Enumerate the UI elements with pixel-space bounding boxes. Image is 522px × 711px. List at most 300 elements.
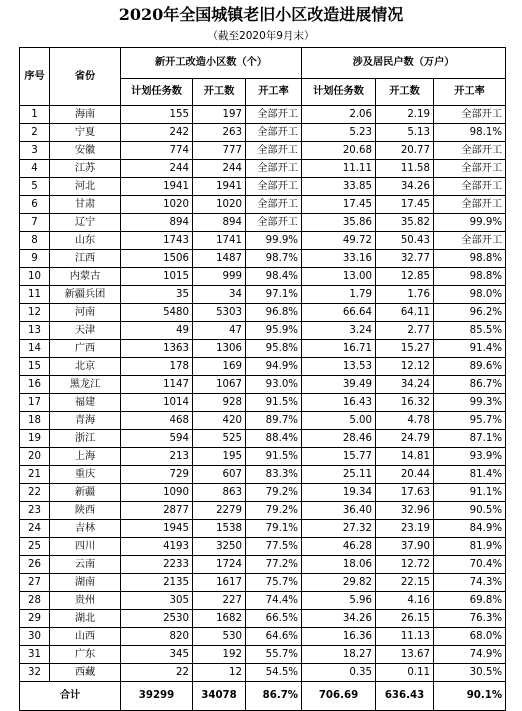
row-planned-households: 28.46 xyxy=(302,430,376,448)
row-seq: 15 xyxy=(20,358,50,376)
row-seq: 32 xyxy=(20,664,50,682)
header-rate-households: 开工率 xyxy=(434,79,506,106)
row-seq: 2 xyxy=(20,124,50,142)
row-started-households: 34.24 xyxy=(376,376,434,394)
row-rate-communities: 98.7% xyxy=(246,250,302,268)
row-province: 安徽 xyxy=(50,142,121,160)
header-group-households: 涉及居民户数（万户） xyxy=(302,48,506,79)
row-planned-communities: 2233 xyxy=(121,556,193,574)
row-seq: 5 xyxy=(20,178,50,196)
row-rate-households: 90.5% xyxy=(434,502,506,520)
row-rate-communities: 93.0% xyxy=(246,376,302,394)
row-rate-communities: 83.3% xyxy=(246,466,302,484)
header-rate-communities: 开工率 xyxy=(246,79,302,106)
row-started-communities: 1020 xyxy=(193,196,246,214)
row-planned-communities: 2877 xyxy=(121,502,193,520)
row-province: 山东 xyxy=(50,232,121,250)
row-planned-communities: 1743 xyxy=(121,232,193,250)
row-planned-households: 35.86 xyxy=(302,214,376,232)
row-planned-households: 16.36 xyxy=(302,628,376,646)
row-started-communities: 1941 xyxy=(193,178,246,196)
row-planned-households: 36.40 xyxy=(302,502,376,520)
row-started-households: 12.85 xyxy=(376,268,434,286)
row-province: 贵州 xyxy=(50,592,121,610)
row-started-communities: 12 xyxy=(193,664,246,682)
row-planned-households: 5.00 xyxy=(302,412,376,430)
table-row xyxy=(20,394,506,412)
header-started-households: 开工数 xyxy=(376,79,434,106)
row-rate-households: 74.9% xyxy=(434,646,506,664)
row-province: 河北 xyxy=(50,178,121,196)
page-title: 2020年全国城镇老旧小区改造进展情况 xyxy=(118,5,404,24)
row-started-households: 2.77 xyxy=(376,322,434,340)
row-province: 重庆 xyxy=(50,466,121,484)
row-rate-communities: 99.9% xyxy=(246,232,302,250)
row-seq: 10 xyxy=(20,268,50,286)
row-rate-households: 84.9% xyxy=(434,520,506,538)
row-started-communities: 1306 xyxy=(193,340,246,358)
row-rate-households: 93.9% xyxy=(434,448,506,466)
row-started-households: 14.81 xyxy=(376,448,434,466)
row-planned-communities: 213 xyxy=(121,448,193,466)
row-started-households: 64.11 xyxy=(376,304,434,322)
row-started-households: 16.32 xyxy=(376,394,434,412)
row-seq: 28 xyxy=(20,592,50,610)
row-planned-households: 1.79 xyxy=(302,286,376,304)
row-rate-households: 81.9% xyxy=(434,538,506,556)
row-planned-households: 16.71 xyxy=(302,340,376,358)
row-seq: 11 xyxy=(20,286,50,304)
row-rate-communities: 55.7% xyxy=(246,646,302,664)
row-started-communities: 1538 xyxy=(193,520,246,538)
row-started-communities: 928 xyxy=(193,394,246,412)
row-rate-households: 96.2% xyxy=(434,304,506,322)
table-row xyxy=(20,484,506,502)
row-seq: 7 xyxy=(20,214,50,232)
row-rate-households: 91.4% xyxy=(434,340,506,358)
row-planned-households: 16.43 xyxy=(302,394,376,412)
row-seq: 25 xyxy=(20,538,50,556)
table-row xyxy=(20,358,506,376)
row-planned-households: 20.68 xyxy=(302,142,376,160)
row-seq: 4 xyxy=(20,160,50,178)
row-planned-communities: 594 xyxy=(121,430,193,448)
row-province: 山西 xyxy=(50,628,121,646)
row-started-communities: 169 xyxy=(193,358,246,376)
row-rate-households: 89.6% xyxy=(434,358,506,376)
row-started-communities: 197 xyxy=(193,106,246,124)
total-rate-households: 90.1% xyxy=(434,682,506,711)
row-started-households: 20.77 xyxy=(376,142,434,160)
row-planned-communities: 1363 xyxy=(121,340,193,358)
row-planned-households: 33.85 xyxy=(302,178,376,196)
row-rate-communities: 77.5% xyxy=(246,538,302,556)
row-planned-households: 13.53 xyxy=(302,358,376,376)
row-started-communities: 192 xyxy=(193,646,246,664)
row-started-households: 23.19 xyxy=(376,520,434,538)
table-row xyxy=(20,610,506,628)
row-started-households: 4.16 xyxy=(376,592,434,610)
row-seq: 26 xyxy=(20,556,50,574)
row-started-households: 17.63 xyxy=(376,484,434,502)
row-seq: 1 xyxy=(20,106,50,124)
row-planned-communities: 894 xyxy=(121,214,193,232)
row-planned-communities: 468 xyxy=(121,412,193,430)
row-planned-communities: 1015 xyxy=(121,268,193,286)
row-rate-communities: 95.9% xyxy=(246,322,302,340)
row-started-households: 5.13 xyxy=(376,124,434,142)
row-province: 湖南 xyxy=(50,574,121,592)
row-planned-households: 25.11 xyxy=(302,466,376,484)
row-planned-households: 5.23 xyxy=(302,124,376,142)
row-rate-communities: 79.2% xyxy=(246,484,302,502)
table-body xyxy=(20,106,506,682)
row-province: 黑龙江 xyxy=(50,376,121,394)
row-started-households: 37.90 xyxy=(376,538,434,556)
total-planned-households: 706.69 xyxy=(302,682,376,711)
row-rate-households: 全部开工 xyxy=(434,178,506,196)
row-rate-communities: 全部开工 xyxy=(246,214,302,232)
row-planned-communities: 1014 xyxy=(121,394,193,412)
row-rate-communities: 98.4% xyxy=(246,268,302,286)
row-planned-communities: 729 xyxy=(121,466,193,484)
row-planned-communities: 242 xyxy=(121,124,193,142)
row-planned-communities: 49 xyxy=(121,322,193,340)
row-rate-households: 68.0% xyxy=(434,628,506,646)
progress-table xyxy=(19,47,506,711)
row-seq: 14 xyxy=(20,340,50,358)
row-rate-communities: 全部开工 xyxy=(246,124,302,142)
row-planned-communities: 1945 xyxy=(121,520,193,538)
row-started-communities: 777 xyxy=(193,142,246,160)
row-province: 吉林 xyxy=(50,520,121,538)
table-row xyxy=(20,142,506,160)
row-rate-households: 全部开工 xyxy=(434,232,506,250)
table-row xyxy=(20,430,506,448)
row-rate-households: 85.5% xyxy=(434,322,506,340)
row-started-households: 1.76 xyxy=(376,286,434,304)
row-started-households: 12.72 xyxy=(376,556,434,574)
row-province: 辽宁 xyxy=(50,214,121,232)
row-planned-communities: 774 xyxy=(121,142,193,160)
header-group-communities: 新开工改造小区数（个） xyxy=(121,48,302,79)
row-province: 广西 xyxy=(50,340,121,358)
table-row xyxy=(20,664,506,682)
row-seq: 22 xyxy=(20,484,50,502)
table-row xyxy=(20,124,506,142)
row-rate-communities: 54.5% xyxy=(246,664,302,682)
row-started-households: 2.19 xyxy=(376,106,434,124)
row-province: 内蒙古 xyxy=(50,268,121,286)
row-started-communities: 999 xyxy=(193,268,246,286)
row-seq: 8 xyxy=(20,232,50,250)
row-seq: 17 xyxy=(20,394,50,412)
table-row xyxy=(20,574,506,592)
table-row xyxy=(20,106,506,124)
row-started-households: 12.12 xyxy=(376,358,434,376)
row-seq: 21 xyxy=(20,466,50,484)
row-seq: 16 xyxy=(20,376,50,394)
row-planned-households: 66.64 xyxy=(302,304,376,322)
row-rate-communities: 91.5% xyxy=(246,394,302,412)
row-planned-communities: 22 xyxy=(121,664,193,682)
row-seq: 12 xyxy=(20,304,50,322)
table-row xyxy=(20,376,506,394)
row-started-households: 0.11 xyxy=(376,664,434,682)
row-rate-communities: 77.2% xyxy=(246,556,302,574)
table-row xyxy=(20,178,506,196)
row-started-communities: 530 xyxy=(193,628,246,646)
row-started-households: 34.26 xyxy=(376,178,434,196)
row-province: 四川 xyxy=(50,538,121,556)
row-rate-households: 98.8% xyxy=(434,268,506,286)
table-row xyxy=(20,646,506,664)
row-started-communities: 607 xyxy=(193,466,246,484)
row-started-communities: 863 xyxy=(193,484,246,502)
row-province: 上海 xyxy=(50,448,121,466)
row-planned-communities: 1090 xyxy=(121,484,193,502)
row-started-households: 50.43 xyxy=(376,232,434,250)
row-province: 湖北 xyxy=(50,610,121,628)
row-started-households: 26.15 xyxy=(376,610,434,628)
row-rate-households: 87.1% xyxy=(434,430,506,448)
row-rate-communities: 88.4% xyxy=(246,430,302,448)
table-row xyxy=(20,412,506,430)
row-seq: 23 xyxy=(20,502,50,520)
row-seq: 6 xyxy=(20,196,50,214)
table-row xyxy=(20,520,506,538)
row-province: 江西 xyxy=(50,250,121,268)
row-province: 陕西 xyxy=(50,502,121,520)
row-rate-households: 98.1% xyxy=(434,124,506,142)
row-rate-communities: 64.6% xyxy=(246,628,302,646)
row-province: 西藏 xyxy=(50,664,121,682)
row-started-households: 11.58 xyxy=(376,160,434,178)
row-rate-communities: 97.1% xyxy=(246,286,302,304)
row-province: 宁夏 xyxy=(50,124,121,142)
row-started-communities: 3250 xyxy=(193,538,246,556)
table-row xyxy=(20,304,506,322)
table-row xyxy=(20,466,506,484)
row-planned-communities: 1506 xyxy=(121,250,193,268)
row-started-households: 11.13 xyxy=(376,628,434,646)
total-started-communities: 34078 xyxy=(193,682,246,711)
row-planned-communities: 4193 xyxy=(121,538,193,556)
table-row xyxy=(20,502,506,520)
row-started-communities: 1067 xyxy=(193,376,246,394)
row-started-households: 15.27 xyxy=(376,340,434,358)
row-started-communities: 2279 xyxy=(193,502,246,520)
row-started-communities: 1724 xyxy=(193,556,246,574)
table-row xyxy=(20,250,506,268)
row-started-communities: 195 xyxy=(193,448,246,466)
table-row xyxy=(20,448,506,466)
row-planned-communities: 1147 xyxy=(121,376,193,394)
row-province: 浙江 xyxy=(50,430,121,448)
row-planned-households: 49.72 xyxy=(302,232,376,250)
row-started-communities: 1741 xyxy=(193,232,246,250)
row-province: 天津 xyxy=(50,322,121,340)
row-planned-communities: 35 xyxy=(121,286,193,304)
row-rate-households: 98.0% xyxy=(434,286,506,304)
row-seq: 29 xyxy=(20,610,50,628)
table-row xyxy=(20,628,506,646)
table-row xyxy=(20,268,506,286)
row-rate-households: 74.3% xyxy=(434,574,506,592)
row-province: 新疆兵团 xyxy=(50,286,121,304)
row-province: 广东 xyxy=(50,646,121,664)
row-province: 福建 xyxy=(50,394,121,412)
row-started-households: 13.67 xyxy=(376,646,434,664)
row-started-communities: 47 xyxy=(193,322,246,340)
row-province: 江苏 xyxy=(50,160,121,178)
row-planned-households: 0.35 xyxy=(302,664,376,682)
row-rate-households: 99.9% xyxy=(434,214,506,232)
row-rate-households: 99.3% xyxy=(434,394,506,412)
row-rate-households: 95.7% xyxy=(434,412,506,430)
row-rate-communities: 全部开工 xyxy=(246,142,302,160)
row-rate-households: 全部开工 xyxy=(434,196,506,214)
total-label: 合计 xyxy=(20,682,121,711)
header-planned-households: 计划任务数 xyxy=(302,79,376,106)
row-province: 甘肃 xyxy=(50,196,121,214)
header-province: 省份 xyxy=(50,48,121,106)
table-row xyxy=(20,160,506,178)
row-seq: 18 xyxy=(20,412,50,430)
row-rate-communities: 全部开工 xyxy=(246,106,302,124)
total-started-households: 636.43 xyxy=(376,682,434,711)
row-province: 云南 xyxy=(50,556,121,574)
row-province: 北京 xyxy=(50,358,121,376)
row-planned-households: 5.96 xyxy=(302,592,376,610)
row-started-communities: 894 xyxy=(193,214,246,232)
row-started-households: 20.44 xyxy=(376,466,434,484)
row-started-households: 4.78 xyxy=(376,412,434,430)
row-planned-communities: 2530 xyxy=(121,610,193,628)
row-seq: 27 xyxy=(20,574,50,592)
row-started-communities: 525 xyxy=(193,430,246,448)
row-rate-households: 98.8% xyxy=(434,250,506,268)
page-subtitle: （截至2020年9月末） xyxy=(207,30,315,42)
row-rate-households: 70.4% xyxy=(434,556,506,574)
row-planned-communities: 305 xyxy=(121,592,193,610)
table-row xyxy=(20,538,506,556)
row-rate-communities: 95.8% xyxy=(246,340,302,358)
table-row xyxy=(20,556,506,574)
table-row xyxy=(20,214,506,232)
row-rate-households: 86.7% xyxy=(434,376,506,394)
row-planned-households: 17.45 xyxy=(302,196,376,214)
row-planned-households: 18.27 xyxy=(302,646,376,664)
row-planned-households: 27.32 xyxy=(302,520,376,538)
row-province: 海南 xyxy=(50,106,121,124)
row-planned-households: 19.34 xyxy=(302,484,376,502)
row-planned-communities: 820 xyxy=(121,628,193,646)
row-rate-households: 全部开工 xyxy=(434,106,506,124)
row-planned-households: 2.06 xyxy=(302,106,376,124)
row-rate-communities: 全部开工 xyxy=(246,196,302,214)
row-rate-households: 全部开工 xyxy=(434,142,506,160)
row-rate-households: 81.4% xyxy=(434,466,506,484)
row-rate-households: 76.3% xyxy=(434,610,506,628)
row-planned-communities: 5480 xyxy=(121,304,193,322)
header-planned-communities: 计划任务数 xyxy=(121,79,193,106)
row-province: 河南 xyxy=(50,304,121,322)
row-started-communities: 1682 xyxy=(193,610,246,628)
row-planned-households: 46.28 xyxy=(302,538,376,556)
row-started-households: 24.79 xyxy=(376,430,434,448)
table-row xyxy=(20,196,506,214)
row-planned-communities: 1020 xyxy=(121,196,193,214)
row-seq: 20 xyxy=(20,448,50,466)
row-started-communities: 263 xyxy=(193,124,246,142)
row-started-households: 35.82 xyxy=(376,214,434,232)
row-rate-communities: 89.7% xyxy=(246,412,302,430)
row-started-communities: 34 xyxy=(193,286,246,304)
row-rate-households: 91.1% xyxy=(434,484,506,502)
row-planned-households: 34.26 xyxy=(302,610,376,628)
row-seq: 13 xyxy=(20,322,50,340)
row-started-communities: 420 xyxy=(193,412,246,430)
row-seq: 19 xyxy=(20,430,50,448)
row-rate-households: 30.5% xyxy=(434,664,506,682)
row-rate-communities: 94.9% xyxy=(246,358,302,376)
row-planned-communities: 2135 xyxy=(121,574,193,592)
row-rate-communities: 79.1% xyxy=(246,520,302,538)
row-started-communities: 227 xyxy=(193,592,246,610)
total-planned-communities: 39299 xyxy=(121,682,193,711)
table-row xyxy=(20,340,506,358)
row-planned-communities: 244 xyxy=(121,160,193,178)
row-seq: 31 xyxy=(20,646,50,664)
row-planned-communities: 178 xyxy=(121,358,193,376)
row-planned-communities: 155 xyxy=(121,106,193,124)
row-rate-households: 69.8% xyxy=(434,592,506,610)
header-seq: 序号 xyxy=(20,48,50,106)
row-rate-communities: 75.7% xyxy=(246,574,302,592)
row-planned-households: 3.24 xyxy=(302,322,376,340)
table-row xyxy=(20,232,506,250)
row-seq: 24 xyxy=(20,520,50,538)
row-province: 青海 xyxy=(50,412,121,430)
row-started-communities: 5303 xyxy=(193,304,246,322)
row-seq: 3 xyxy=(20,142,50,160)
row-started-households: 17.45 xyxy=(376,196,434,214)
row-planned-communities: 1941 xyxy=(121,178,193,196)
row-started-communities: 1487 xyxy=(193,250,246,268)
row-rate-communities: 79.2% xyxy=(246,502,302,520)
row-planned-households: 18.06 xyxy=(302,556,376,574)
row-planned-households: 13.00 xyxy=(302,268,376,286)
row-planned-households: 15.77 xyxy=(302,448,376,466)
row-planned-communities: 345 xyxy=(121,646,193,664)
row-planned-households: 11.11 xyxy=(302,160,376,178)
row-rate-households: 全部开工 xyxy=(434,160,506,178)
total-row xyxy=(20,682,506,711)
header-started-communities: 开工数 xyxy=(193,79,246,106)
row-started-communities: 1617 xyxy=(193,574,246,592)
row-rate-communities: 全部开工 xyxy=(246,160,302,178)
row-started-households: 32.96 xyxy=(376,502,434,520)
row-rate-communities: 66.5% xyxy=(246,610,302,628)
table-row xyxy=(20,592,506,610)
row-started-households: 22.15 xyxy=(376,574,434,592)
row-seq: 30 xyxy=(20,628,50,646)
row-planned-households: 39.49 xyxy=(302,376,376,394)
row-started-communities: 244 xyxy=(193,160,246,178)
row-started-households: 32.77 xyxy=(376,250,434,268)
row-rate-communities: 74.4% xyxy=(246,592,302,610)
